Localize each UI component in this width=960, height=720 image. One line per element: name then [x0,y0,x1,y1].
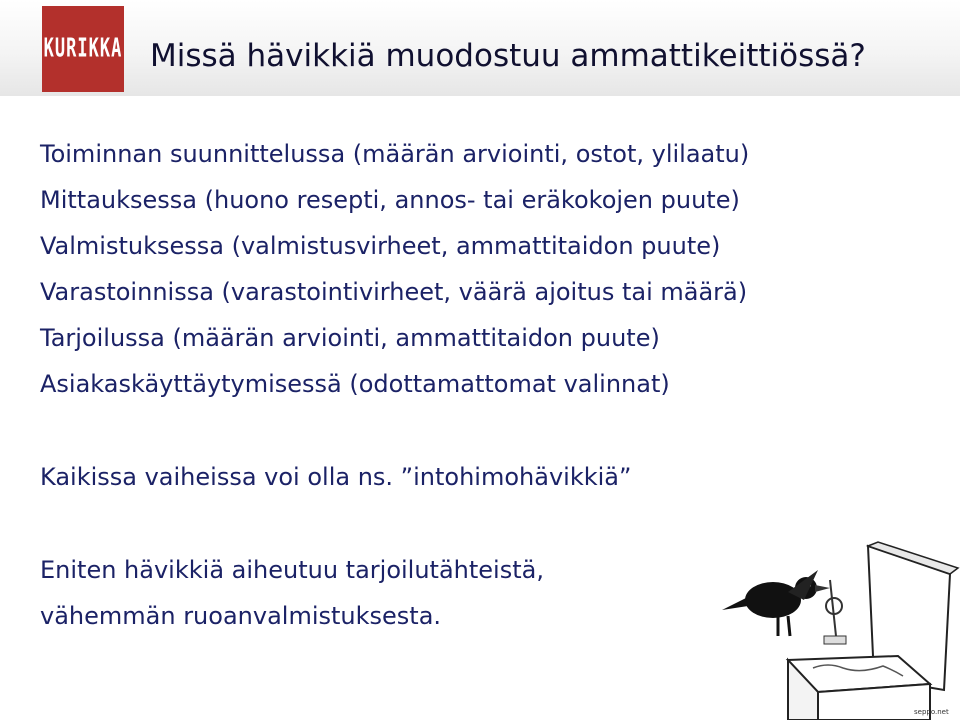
bullet-preparation: Valmistuksessa (valmistusvirheet, ammattitaidon puute) [40,232,721,260]
logo-text: KURIKKA [43,34,123,64]
bullet-planning: Toiminnan suunnittelussa (määrän arviointi, ostot, ylilaatu) [40,140,750,168]
slide-title: Missä hävikkiä muodostuu ammattikeittiössä? [150,38,866,74]
bullet-serving: Tarjoilussa (määrän arviointi, ammattitaidon puute) [40,324,660,352]
bullet-storage: Varastoinnissa (varastointivirheet, väärä ajoitus tai määrä) [40,278,748,306]
illustration-signature: seppo.net [914,708,949,716]
note-passion-waste: Kaikissa vaiheissa voi olla ns. ”intohimohävikkiä” [40,463,632,491]
crow-trash-bin-illustration [718,540,960,720]
bullet-customer-behavior: Asiakaskäyttäytymisessä (odottamattomat valinnat) [40,370,670,398]
conclusion-line-2: vähemmän ruoanvalmistuksesta. [40,602,442,630]
conclusion-line-1: Eniten hävikkiä aiheutuu tarjoilutähteistä, [40,556,544,584]
bullet-measuring: Mittauksessa (huono resepti, annos- tai eräkokojen puute) [40,186,740,214]
kurikka-logo [42,6,124,92]
